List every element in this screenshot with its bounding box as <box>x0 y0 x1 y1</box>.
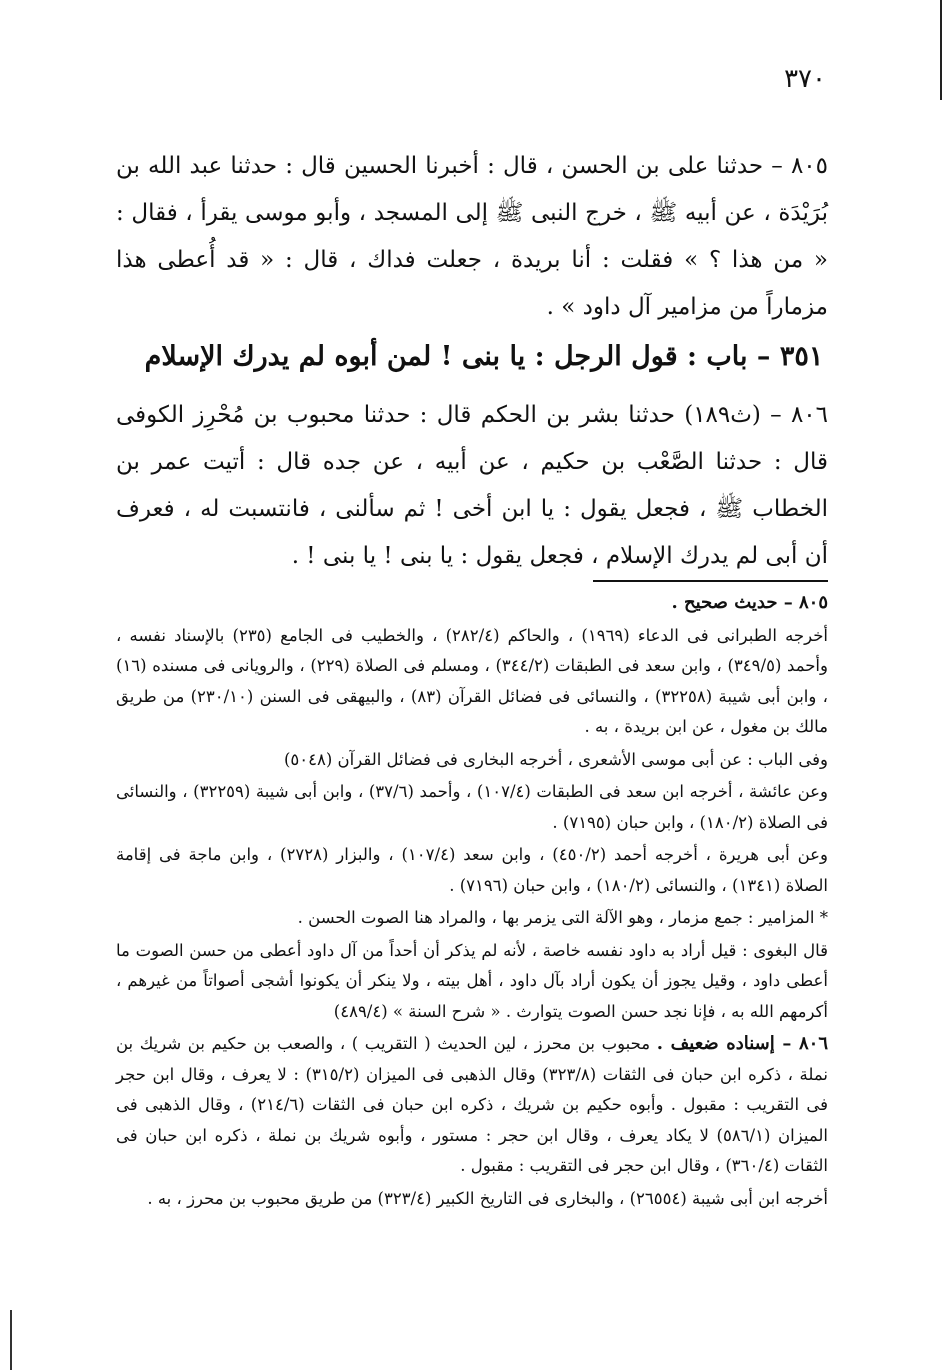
scan-edge-line <box>940 0 942 100</box>
footnote-806-heading: ٨٠٦ – إسناده ضعيف . <box>656 1033 829 1054</box>
footnote-806-narrators: محبوب بن محرز ، لين الحديث ( التقريب ) ، والصعب بن حكيم بن شريك بن نملة ، ذكره ابن حبان فى الثقات (٣٢٣/٨) وقال الذهبى فى الميزان (٣١٥/٢) : لا يعرف ، وقال ابن حجر فى التقريب : مقبول . وأبوه حكيم بن شريك ، ذكره ابن حبان فى الثقات (٢١٤/٦) ، وقال الذهبى فى الميزان (٥٨٦/١) لا يكاد يعرف ، وقال ابن حجر : مستور ، وأبوه شريك بن نملة ، ذكره ابن حبان فى الثقات (٣٦٠/٤) ، وقال ابن حجر فى التقريب : مقبول . <box>116 1034 828 1175</box>
footnote-805-bab: وفى الباب : عن أبى موسى الأشعرى ، أخرجه البخارى فى فضائل القرآن (٥٠٤٨) <box>283 749 828 769</box>
footnote-805-heading: ٨٠٥ – حديث صحيح . <box>671 592 828 613</box>
page-number: ٣٧٠ <box>784 64 826 94</box>
chapter-heading: ٣٥١ – باب : قول الرجل : يا بنى ! لمن أبوه لم يدرك الإسلام <box>144 341 824 372</box>
footnote-805-abu-hurayra: وعن أبى هريرة ، أخرجه أحمد (٤٥٠/٢) ، وابن سعد (١٠٧/٤) ، والبزار (٢٧٢٨) ، وابن ماجة فى إقامة الصلاة (١٣٤١) ، والنسائى (١٨٠/٢) ، وابن حبان (٧١٩٦) . <box>116 845 828 895</box>
hadith-806-text: ٨٠٦ – (ث١٨٩) حدثنا بشر بن الحكم قال : حدثنا محبوب بن مُحْرِز الكوفى قال : حدثنا الصَّعْب بن حكيم ، عن أبيه ، عن جده قال : أتيت عمر بن الخطاب ﷺ ، فجعل يقول : يا ابن أخى ! ثم سألنى ، فانتسبت له ، فعرف أن أبى لم يدرك الإسلام ، فجعل يقول : يا بنى ! يا بنى ! . <box>116 402 829 569</box>
footnotes-section <box>116 588 828 1216</box>
footnote-805-mazamir: * المزامير : جمع مزمار ، وهو الآلة التى يزمر بها ، والمراد هنا الصوت الحسن . <box>297 908 828 927</box>
scan-edge-line <box>10 1310 12 1370</box>
footnote-805-baghawi: قال البغوى : قيل أراد به داود نفسه خاصة ، لأنه لم يذكر أن أحداً من آل داود أعطى من حسن الصوت ما أعطى داود ، وقيل يجوز أن يكون أراد بآل داود ، أهل بيته ، ولا ينكر أن يكونوا أشجى أصواتاً من غيرهم ، أكرمهم الله به ، فإنا نجد حسن الصوت يتوارث . « شرح السنة » (٤٨٩/٤) <box>116 940 828 1021</box>
footnote-805-aisha: وعن عائشة ، أخرجه ابن سعد فى الطبقات (١٠٧/٤) ، وأحمد (٣٧/٦) ، وابن أبى شيبة (٣٢٢٥٩) ، والنسائى فى الصلاة (١٨٠/٢) ، وابن حبان (٧١٩٥) . <box>116 782 828 832</box>
footnote-divider <box>593 580 828 582</box>
hadith-805-text: ٨٠٥ – حدثنا على بن الحسن ، قال : أخبرنا الحسين قال : حدثنا عبد الله بن بُرَيْدَة ، عن أبيه ﷺ ، خرج النبى ﷺ إلى المسجد ، وأبو موسى يقرأ ، فقال : « من هذا ؟ » فقلت : أنا بريدة ، جعلت فداك ، قال : « قد أُعطى هذا مزماراً من مزامير آل داود » . <box>116 153 828 320</box>
footnote-806-isnad <box>116 1029 828 1182</box>
footnote-805-takhrij: أخرجه الطبرانى فى الدعاء (١٩٦٩) ، والحاكم (٢٨٢/٤) ، والخطيب فى الجامع (٢٣٥) بالإسناد نفسه ، وأحمد (٣٤٩/٥) ، وابن سعد فى الطبقات (٣٤٤/٢) ، ومسلم فى الصلاة (٢٢٩) ، والرويانى فى مسنده (١٦) ، وابن أبى شيبة (٣٢٢٥٨) ، والنسائى فى فضائل القرآن (٨٣) ، والبيهقى فى السنن (٢٣٠/١٠) من طريق مالك بن مغول ، عن ابن بريدة ، به . <box>116 625 829 736</box>
footnote-806-takhrij: أخرجه ابن أبى شيبة (٢٦٥٥٤) ، والبخارى فى التاريخ الكبير (٣٢٣/٤) من طريق محبوب بن محرز ، به . <box>147 1188 828 1208</box>
